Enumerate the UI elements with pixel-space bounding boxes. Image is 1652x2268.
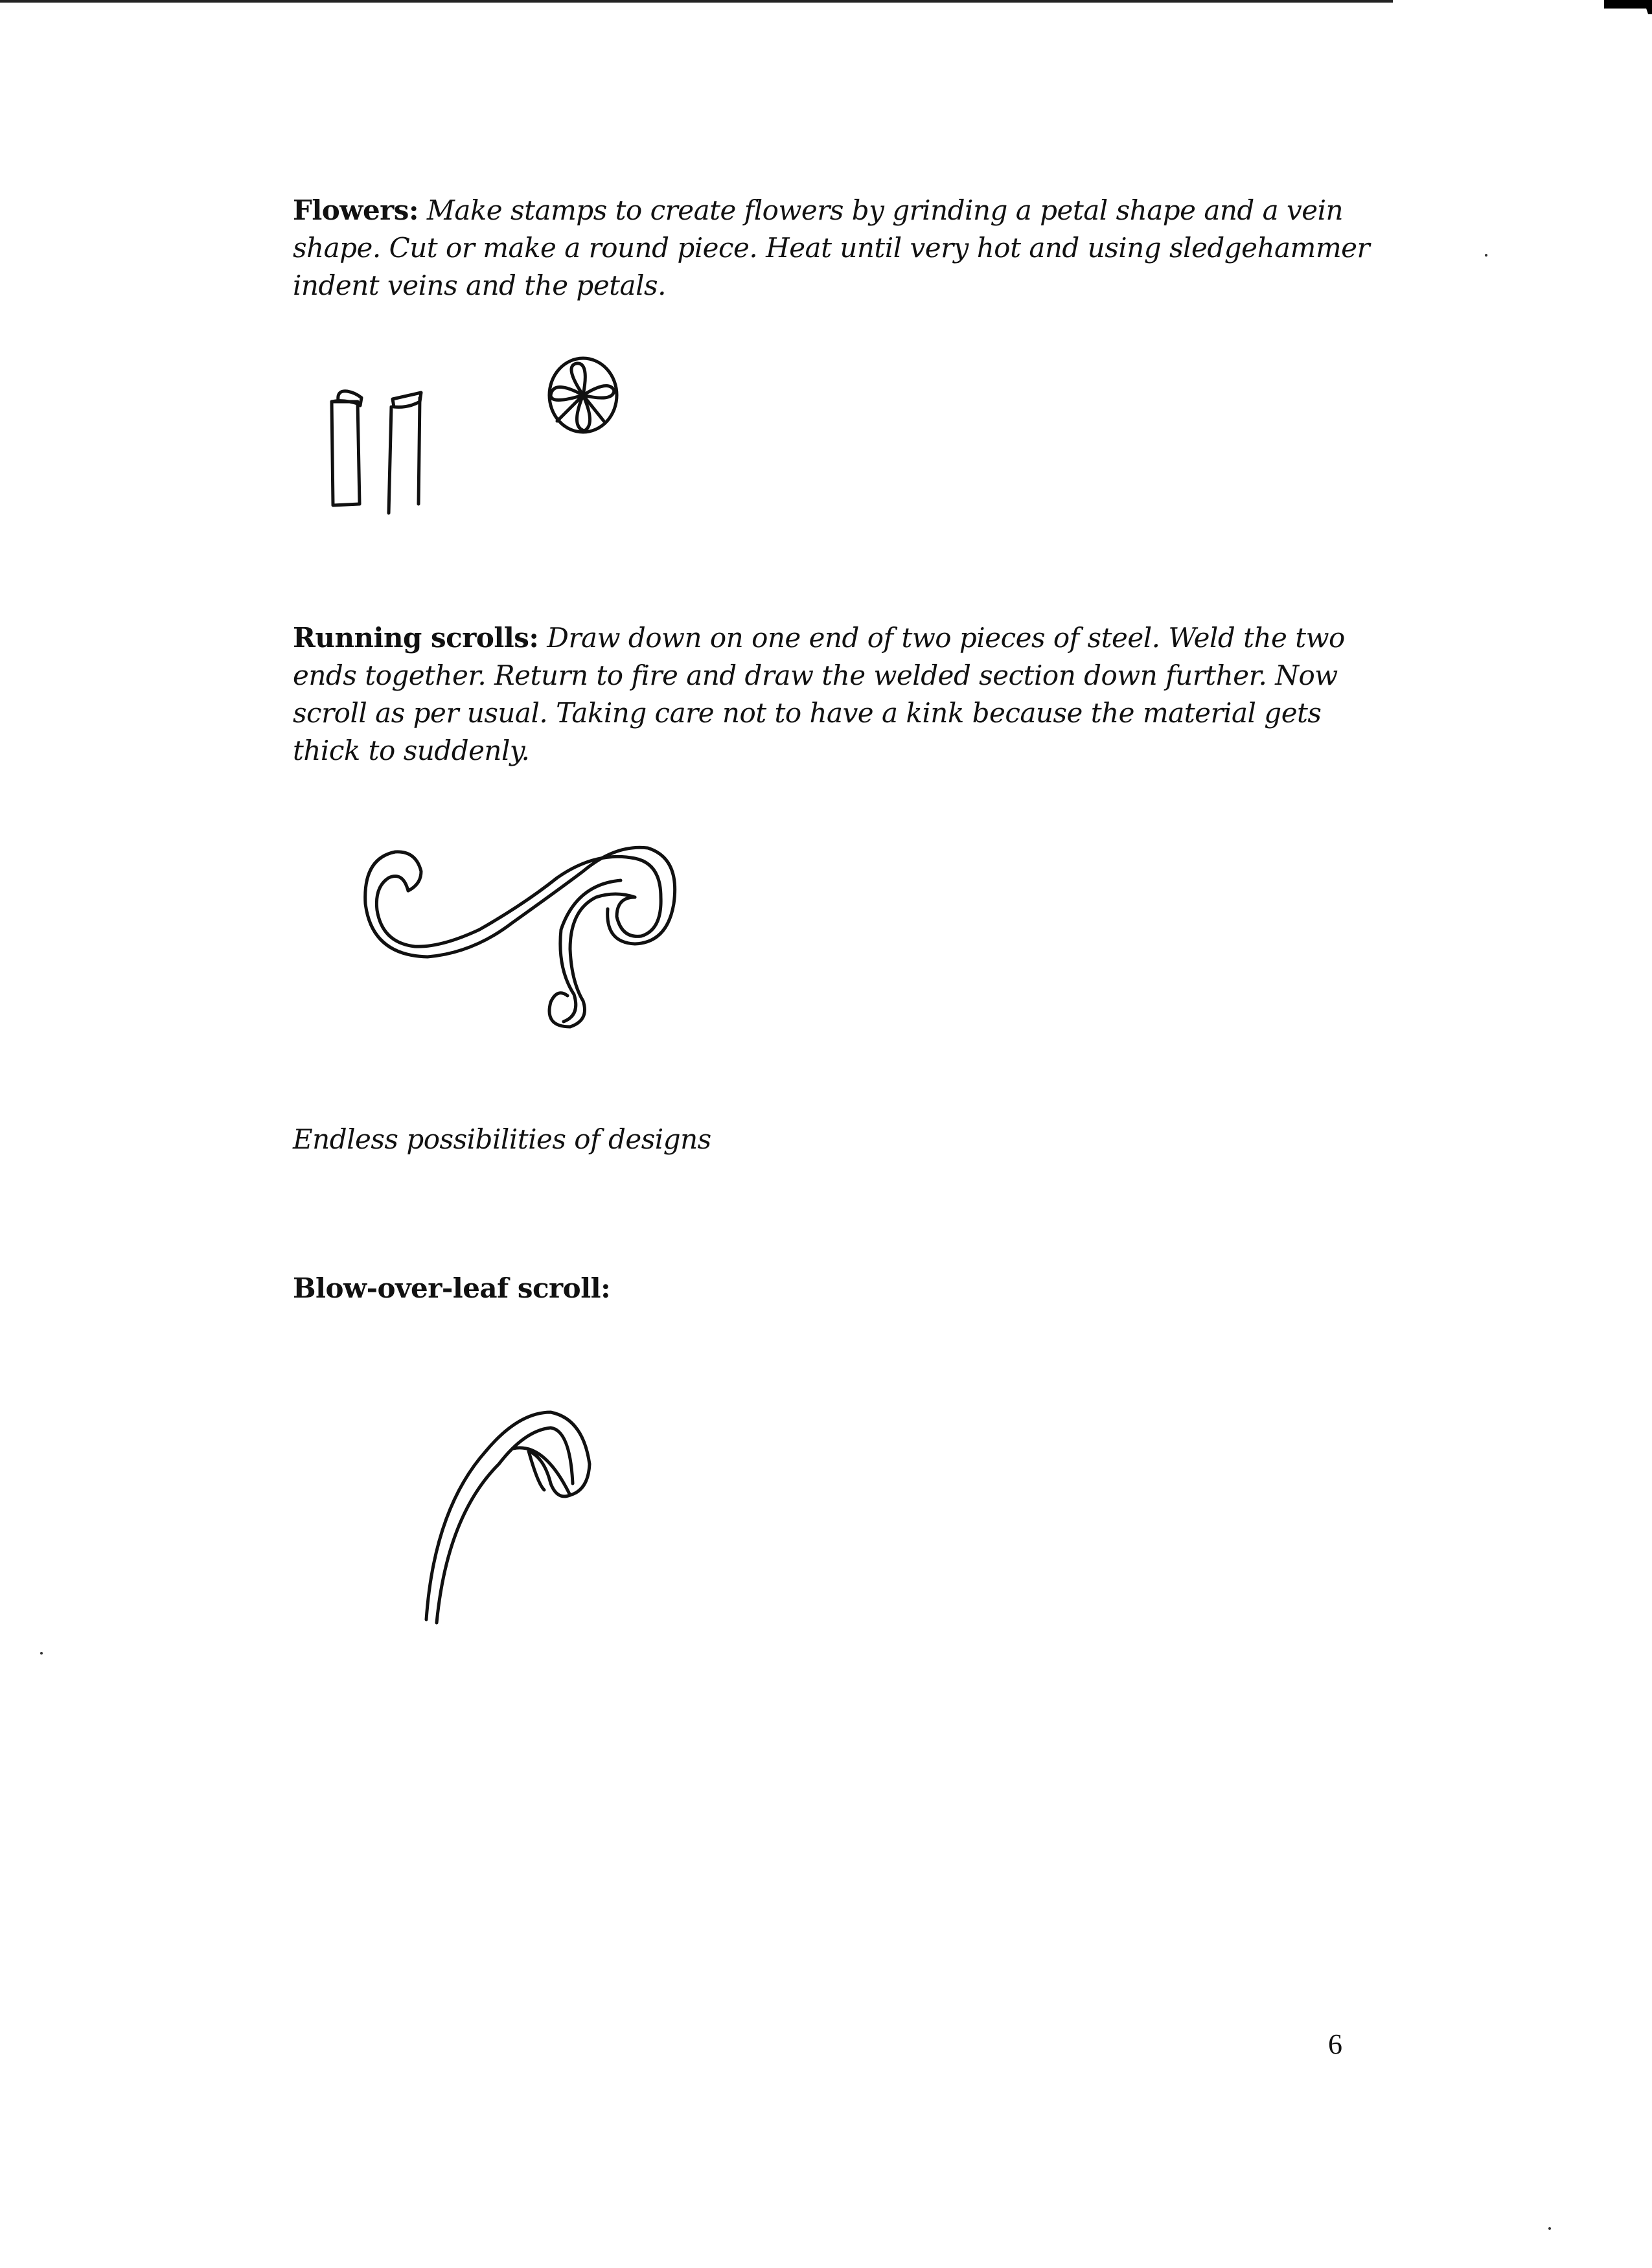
scan-corner-mark xyxy=(1604,0,1652,14)
vein-stamp-icon xyxy=(389,393,421,513)
petal-stamp-icon xyxy=(332,391,361,505)
leaf-scroll-paragraph xyxy=(293,1270,1381,1307)
endless-possibilities-text: Endless possibilities of designs xyxy=(293,1123,711,1155)
leaf-scroll-illustration xyxy=(415,1386,609,1632)
running-scrolls-paragraph xyxy=(293,619,1381,770)
leaf-scroll-heading: Blow-over-leaf scroll: xyxy=(293,1272,611,1304)
running-scrolls-heading: Running scrolls: xyxy=(293,622,539,654)
flowers-body: Make stamps to create flowers by grinding a petal shape and a vein shape. Cut or make a round piece. Heat until very hot and using sledgehammer indent veins and the petals. xyxy=(293,194,1370,301)
flower-stamps-illustration xyxy=(324,389,453,505)
scan-speck xyxy=(1485,254,1487,257)
scan-speck xyxy=(1548,2227,1551,2230)
running-scroll-illustration xyxy=(363,832,713,1040)
scan-top-edge xyxy=(0,0,1393,3)
flower-disc-illustration xyxy=(544,360,622,437)
flowers-paragraph xyxy=(293,192,1381,304)
scan-speck xyxy=(40,1652,43,1655)
page-number: 6 xyxy=(1328,2028,1342,2060)
endless-possibilities-caption xyxy=(293,1121,1381,1158)
flowers-heading: Flowers: xyxy=(293,194,419,226)
running-scrolls-body: Draw down on one end of two pieces of steel. Weld the two ends together. Return to fire and draw the welded section down further. Now scroll as per usual. Taking care not to have a kink because the material gets thick to suddenly. xyxy=(293,622,1345,766)
